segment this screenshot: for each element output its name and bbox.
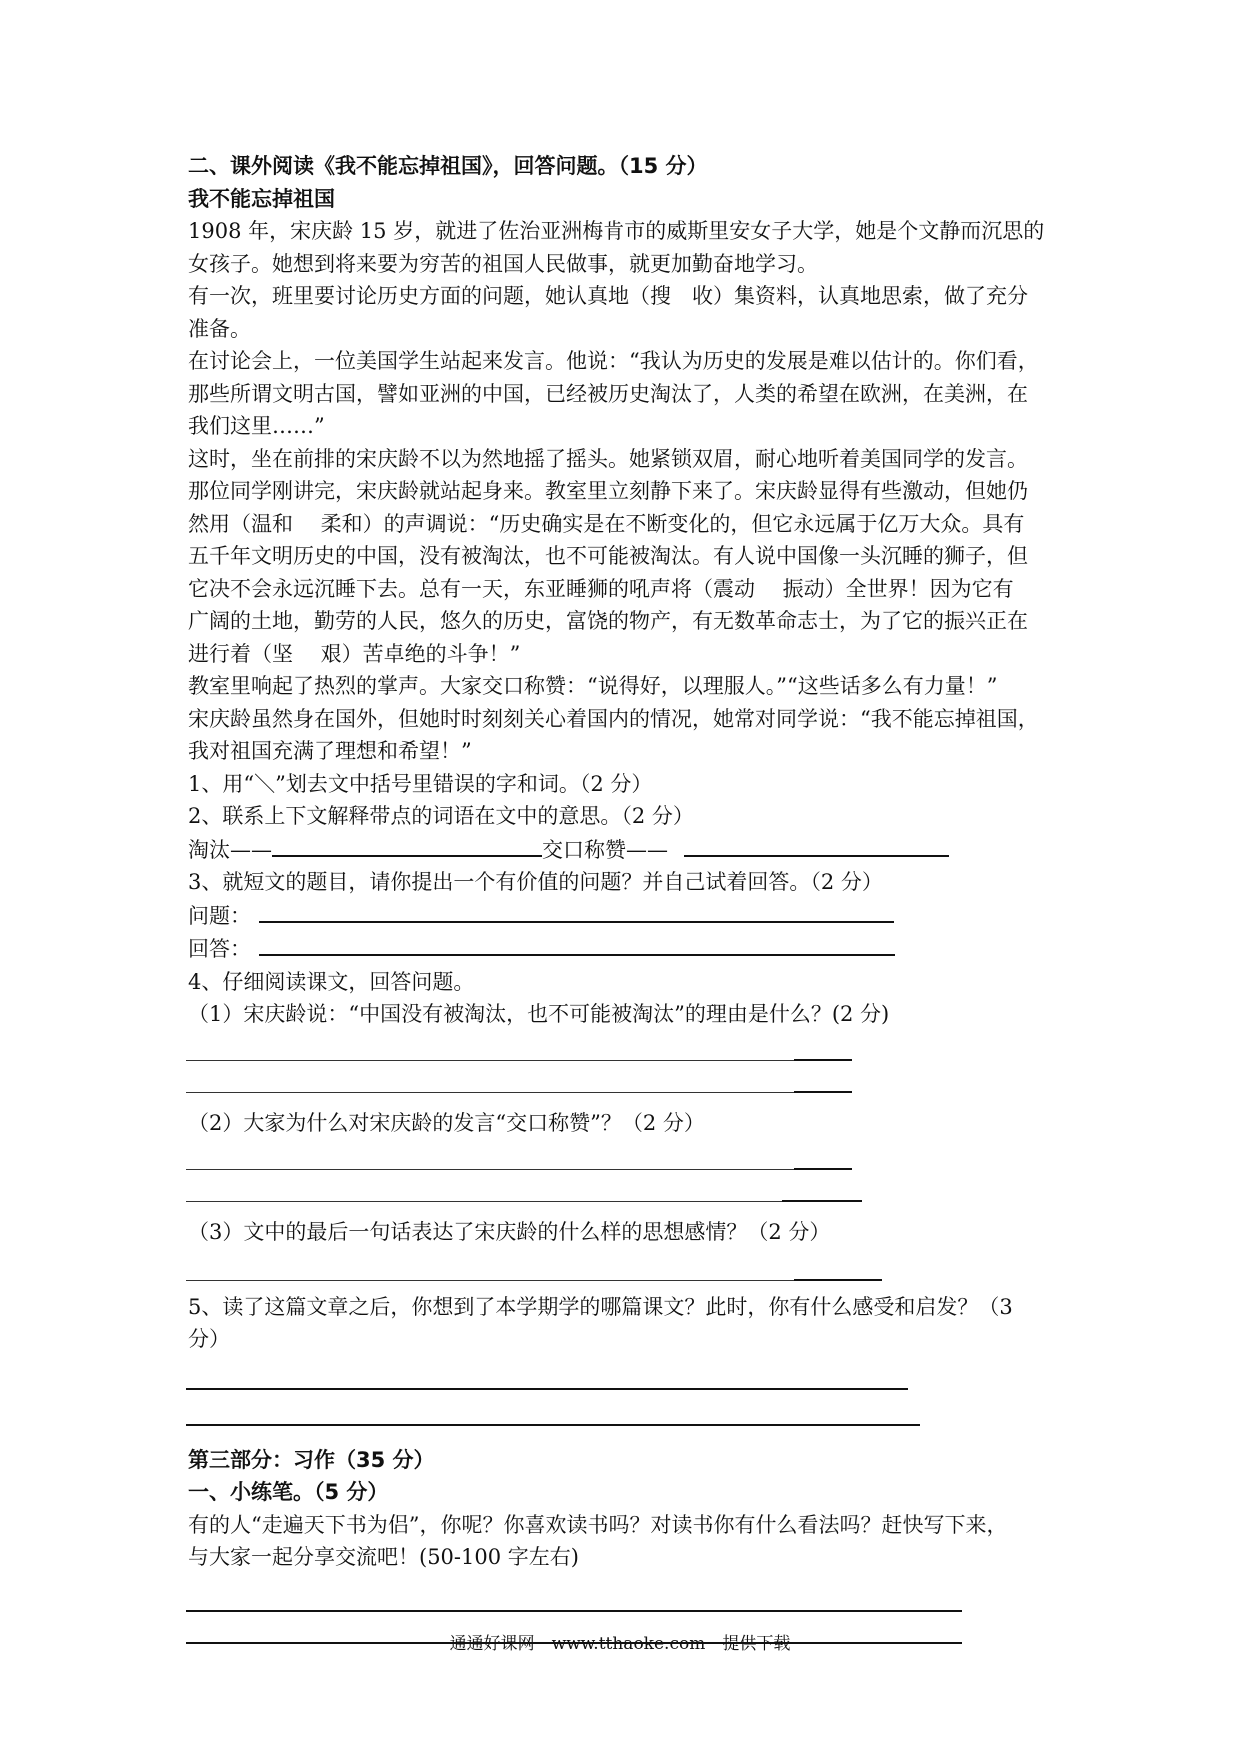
- answer-blank[interactable]: [272, 833, 542, 857]
- paragraph-line: 宋庆龄虽然身在国外，但她时时刻刻关心着国内的情况，她常对同学说：“我不能忘掉祖国，: [188, 706, 1039, 731]
- paragraph-line: 在讨论会上，一位美国学生站起来发言。他说：“我认为历史的发展是难以估计的。你们看，: [188, 349, 1039, 373]
- part3-subheading: 一、小练笔。（5 分）: [188, 1480, 389, 1504]
- question-2: 2、联系上下文解释带点的词语在文中的意思。（2 分）: [188, 804, 694, 828]
- writing-line[interactable]: [188, 1586, 1068, 1618]
- answer-blank[interactable]: [259, 932, 895, 956]
- question-4-3: （3）文中的最后一句话表达了宋庆龄的什么样的思想感情？（2 分）: [188, 1220, 831, 1244]
- article-title: 我不能忘掉祖国: [188, 186, 335, 211]
- paragraph-line: 它决不会永远沉睡下去。总有一天，东亚睡狮的吼声将（震动 振动）全世界！因为它有: [188, 576, 1014, 601]
- answer-line-row[interactable]: [188, 1364, 1068, 1396]
- paragraph-line: 然用（温和 柔和）的声调说：“历史确实是在不断变化的，但它永远属于亿万大众。具有: [188, 511, 1025, 536]
- paragraph-line: 有一次，班里要讨论历史方面的问题，她认真地（搜 收）集资料，认真地思索，做了充分: [188, 284, 1028, 308]
- question-1: 1、用“＼”划去文中括号里错误的字和词。（2 分）: [188, 771, 653, 796]
- paragraph-line: 我们这里……”: [188, 414, 325, 438]
- part3-heading: 第三部分：习作（35 分）: [188, 1447, 435, 1472]
- paragraph-line: 那位同学刚讲完，宋庆龄就站起身来。教室里立刻静下来了。宋庆龄显得有些激动，但她仍: [188, 479, 1028, 503]
- question-3-question-row: [188, 899, 1068, 933]
- question-3-answer-row: [188, 932, 1068, 966]
- section-heading: 二、课外阅读《我不能忘掉祖国》，回答问题。（15 分）: [188, 154, 708, 178]
- answer-line-row[interactable]: [188, 1400, 1068, 1432]
- paragraph-line: 准备。: [188, 316, 251, 341]
- paragraph-line: 1908 年，宋庆龄 15 岁，就进了佐治亚洲梅肯市的威斯里安女子大学，她是个文静而沉思的: [188, 219, 1045, 243]
- question-4-2: （2）大家为什么对宋庆龄的发言“交口称赞”？（2 分）: [188, 1110, 705, 1135]
- question-2-answers: [188, 833, 1068, 867]
- question-4: 4、仔细阅读课文，回答问题。: [188, 969, 475, 994]
- exam-page: [188, 150, 1068, 1650]
- paragraph-line: 这时，坐在前排的宋庆龄不以为然地摇了摇头。她紧锁双眉，耐心地听着美国同学的发言。: [188, 446, 1028, 471]
- q2-label-jiaokou: 交口称赞——: [542, 837, 668, 862]
- paragraph-line: 广阔的土地，勤劳的人民，悠久的历史，富饶的物产，有无数革命志士，为了它的振兴正在: [188, 609, 1028, 633]
- answer-blank[interactable]: [684, 833, 949, 857]
- article-body: [188, 215, 1068, 768]
- paragraph-line: 女孩子。她想到将来要为穷苦的祖国人民做事，就更加勤奋地学习。: [188, 251, 818, 276]
- question-5-cont: 分）: [188, 1327, 230, 1351]
- paragraph-line: 五千年文明历史的中国，没有被淘汰，也不可能被淘汰。有人说中国像一头沉睡的狮子，但: [188, 544, 1028, 568]
- footer-source: 通通好课网 www.tthaoke.com 提供下载: [449, 1634, 791, 1654]
- paragraph-line: 我对祖国充满了理想和希望！”: [188, 739, 472, 763]
- answer-line-row[interactable]: [188, 1176, 1068, 1208]
- answer-line-row[interactable]: [188, 1067, 1068, 1099]
- answer-line-row[interactable]: [188, 1144, 1068, 1176]
- question-5: 5、读了这篇文章之后，你想到了本学期学的哪篇课文？此时，你有什么感受和启发？（3: [188, 1294, 1013, 1319]
- question-3: 3、就短文的题目，请你提出一个有价值的问题？并自己试着回答。（2 分）: [188, 870, 883, 894]
- answer-line-row[interactable]: [188, 1035, 1068, 1067]
- writing-prompt-line: 有的人“走遍天下书为侣”，你呢？你喜欢读书吗？对读书你有什么看法吗？赶快写下来，: [188, 1512, 1008, 1537]
- q3-answer-label: 回答：: [188, 937, 251, 961]
- paragraph-line: 那些所谓文明古国，譬如亚洲的中国，已经被历史淘汰了，人类的希望在欧洲，在美洲，在: [188, 381, 1028, 406]
- answer-blank[interactable]: [259, 899, 894, 923]
- answer-line-row[interactable]: [188, 1255, 1068, 1287]
- q3-question-label: 问题：: [188, 903, 251, 928]
- question-4-1: （1）宋庆龄说：“中国没有被淘汰，也不可能被淘汰”的理由是什么？(2 分): [188, 1002, 890, 1026]
- q2-label-taotai: 淘汰——: [188, 837, 272, 862]
- paragraph-line: 进行着（坚 艰）苦卓绝的斗争！”: [188, 641, 521, 666]
- writing-prompt-line: 与大家一起分享交流吧！(50-100 字左右): [188, 1545, 579, 1569]
- paragraph-line: 教室里响起了热烈的掌声。大家交口称赞：“说得好，以理服人。”“这些话多么有力量！”: [188, 674, 998, 698]
